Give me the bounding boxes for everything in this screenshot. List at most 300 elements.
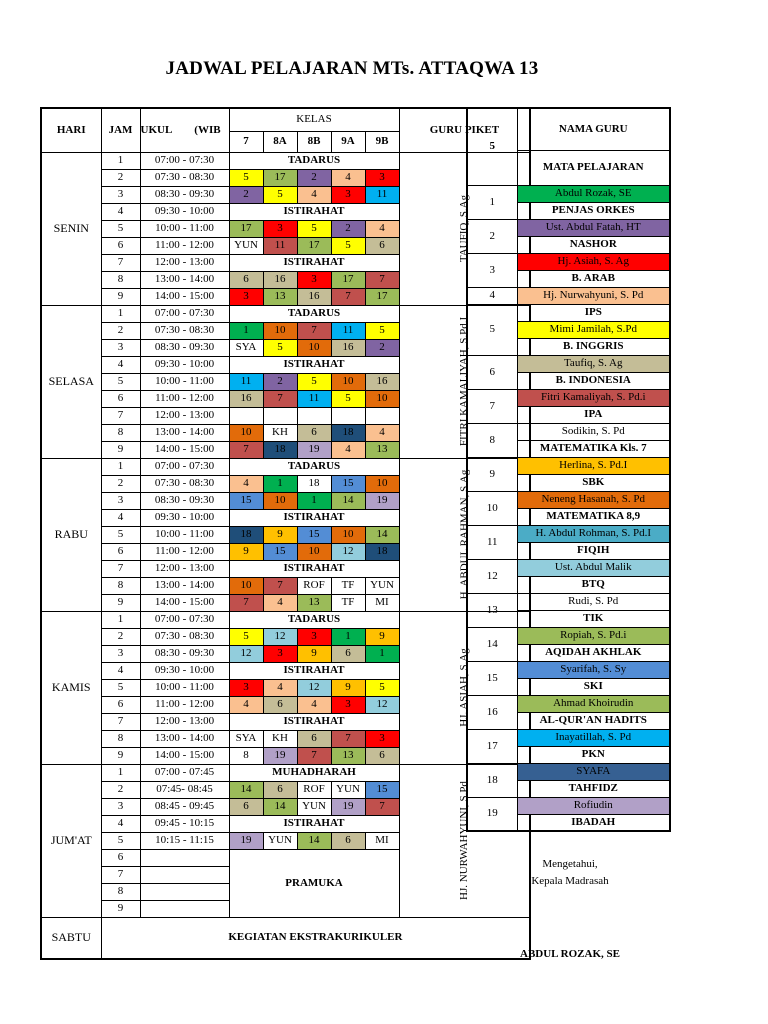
lesson-cell: 3 <box>365 730 399 747</box>
time-slot: 11:00 - 12:00 <box>140 543 229 560</box>
guru-number: 18 <box>467 763 517 797</box>
jam-number: 4 <box>101 509 140 526</box>
lesson-cell: 7 <box>331 288 365 305</box>
lesson-cell: 6 <box>365 237 399 254</box>
guru-name: Syarifah, S. Sy <box>517 661 670 678</box>
lesson-cell: 2 <box>331 220 365 237</box>
guru-subject: SBK <box>517 474 670 491</box>
jam-number: 1 <box>101 152 140 169</box>
lesson-cell: 2 <box>365 339 399 356</box>
header-mata-pelajaran: MATA PELAJARAN <box>517 150 670 185</box>
lesson-cell: 16 <box>331 339 365 356</box>
guru-row <box>467 423 670 440</box>
guru-piket-name: HJ. NURWAHYUNI, S.Pd <box>457 781 470 900</box>
day-name: KAMIS <box>41 611 101 764</box>
guru-number: 15 <box>467 661 517 695</box>
lesson-cell: 18 <box>331 424 365 441</box>
time-slot: 07:30 - 08:30 <box>140 628 229 645</box>
jam-number: 8 <box>101 424 140 441</box>
lesson-cell: 2 <box>229 186 263 203</box>
lesson-cell: 17 <box>297 237 331 254</box>
time-slot: 08:30 - 09:30 <box>140 186 229 203</box>
time-slot: 09:45 - 10:15 <box>140 815 229 832</box>
lesson-cell: 10 <box>263 492 297 509</box>
lesson-cell: 11 <box>229 373 263 390</box>
guru-subject: NASHOR <box>517 236 670 253</box>
schedule-row <box>41 764 530 781</box>
lesson-cell: 12 <box>331 543 365 560</box>
guru-row <box>467 355 670 372</box>
time-slot <box>140 900 229 917</box>
lesson-cell: 17 <box>331 271 365 288</box>
lesson-cell: YUN <box>331 781 365 798</box>
jam-number: 7 <box>101 713 140 730</box>
guru-row <box>467 627 670 644</box>
jam-number: 8 <box>101 271 140 288</box>
lesson-cell: 14 <box>263 798 297 815</box>
lesson-cell: 3 <box>229 288 263 305</box>
time-slot: 12:00 - 13:00 <box>140 407 229 424</box>
lesson-cell: 7 <box>229 594 263 611</box>
day-name-sabtu: SABTU <box>41 917 101 959</box>
lesson-cell: 14 <box>297 832 331 849</box>
jam-number: 9 <box>101 900 140 917</box>
guru-subject: BTQ <box>517 576 670 593</box>
guru-name: H. Abdul Rohman, S. Pd.I <box>517 525 670 542</box>
lesson-cell: 13 <box>365 441 399 458</box>
jam-number: 7 <box>101 254 140 271</box>
lesson-cell: 4 <box>229 475 263 492</box>
lesson-cell: 13 <box>297 594 331 611</box>
guru-row <box>467 695 670 712</box>
lesson-cell: 7 <box>297 747 331 764</box>
lesson-cell: 4 <box>365 220 399 237</box>
lesson-cell: 6 <box>229 271 263 288</box>
lesson-cell: 10 <box>229 577 263 594</box>
lesson-cell <box>297 407 331 424</box>
lesson-cell: 10 <box>365 475 399 492</box>
time-slot: 10:00 - 11:00 <box>140 220 229 237</box>
lesson-cell: 17 <box>365 288 399 305</box>
lesson-cell: 2 <box>297 169 331 186</box>
time-slot: 13:00 - 14:00 <box>140 271 229 288</box>
lesson-cell: 15 <box>331 475 365 492</box>
sabtu-row <box>41 917 530 959</box>
activity-istirahat: ISTIRAHAT <box>229 356 399 373</box>
activity-tadarus: TADARUS <box>229 152 399 169</box>
lesson-cell: 7 <box>365 271 399 288</box>
header-jam: JAM <box>101 108 140 152</box>
schedule-row <box>41 458 530 475</box>
guru-number: 16 <box>467 695 517 729</box>
time-slot: 07:00 - 07:30 <box>140 305 229 322</box>
header-class-8b: 8B <box>297 131 331 152</box>
lesson-cell: 12 <box>297 679 331 696</box>
lesson-cell: 5 <box>365 679 399 696</box>
lesson-cell: ROF <box>297 577 331 594</box>
lesson-cell: 18 <box>229 526 263 543</box>
lesson-cell: 4 <box>297 186 331 203</box>
guru-subject: IPA <box>517 406 670 423</box>
lesson-cell: 3 <box>331 186 365 203</box>
lesson-cell: 19 <box>229 832 263 849</box>
lesson-cell: 5 <box>263 339 297 356</box>
lesson-cell: 7 <box>263 390 297 407</box>
jam-number: 6 <box>101 849 140 866</box>
time-slot: 12:00 - 13:00 <box>140 254 229 271</box>
lesson-cell: 18 <box>365 543 399 560</box>
lesson-cell: 4 <box>229 696 263 713</box>
guru-number: 6 <box>467 355 517 389</box>
guru-name: Ahmad Khoirudin <box>517 695 670 712</box>
header-class-9a: 9A <box>331 131 365 152</box>
guru-name: Hj. Nurwahyuni, S. Pd <box>517 287 670 304</box>
jam-number: 2 <box>101 475 140 492</box>
guru-name: Ust. Abdul Malik <box>517 559 670 576</box>
guru-piket-name: TAUFIQ, S.Ag <box>457 194 470 263</box>
guru-name: Sodikin, S. Pd <box>517 423 670 440</box>
guru-subject: IPS <box>517 304 670 321</box>
lesson-cell: 19 <box>365 492 399 509</box>
lesson-cell: 6 <box>331 645 365 662</box>
guru-number: 19 <box>467 797 517 831</box>
lesson-cell: 9 <box>331 679 365 696</box>
lesson-cell: 9 <box>229 543 263 560</box>
time-slot: 12:00 - 13:00 <box>140 560 229 577</box>
day-name: JUM'AT <box>41 764 101 917</box>
time-slot: 11:00 - 12:00 <box>140 390 229 407</box>
jam-number: 8 <box>101 730 140 747</box>
lesson-cell <box>263 407 297 424</box>
header-row <box>41 108 530 131</box>
lesson-cell: YUN <box>297 798 331 815</box>
schedule-row <box>41 611 530 628</box>
lesson-cell: 3 <box>365 169 399 186</box>
guru-name: Neneng Hasanah, S. Pd <box>517 491 670 508</box>
lesson-cell: 16 <box>263 271 297 288</box>
guru-subject: MATEMATIKA 8,9 <box>517 508 670 525</box>
time-slot: 14:00 - 15:00 <box>140 747 229 764</box>
guru-name: Rofiudin <box>517 797 670 814</box>
signature-name: ABDUL ROZAK, SE <box>520 948 620 960</box>
guru-row <box>467 763 670 780</box>
guru-name: Mimi Jamilah, S.Pd <box>517 321 670 338</box>
guru-name: Rudi, S. Pd <box>517 593 670 610</box>
lesson-cell: SYA <box>229 339 263 356</box>
jam-number: 6 <box>101 390 140 407</box>
lesson-cell: 19 <box>263 747 297 764</box>
lesson-cell: 5 <box>365 322 399 339</box>
activity-istirahat: ISTIRAHAT <box>229 713 399 730</box>
guru-number: 11 <box>467 525 517 559</box>
time-slot: 09:30 - 10:00 <box>140 356 229 373</box>
jam-number: 4 <box>101 203 140 220</box>
lesson-cell: MI <box>365 594 399 611</box>
lesson-cell: KH <box>263 424 297 441</box>
guru-subject: FIQIH <box>517 542 670 559</box>
lesson-cell: 2 <box>263 373 297 390</box>
time-slot: 07:00 - 07:45 <box>140 764 229 781</box>
guru-number: 13 <box>467 593 517 627</box>
guru-number: 3 <box>467 253 517 287</box>
guru-number: 5 <box>467 304 517 355</box>
time-slot: 07:30 - 08:30 <box>140 322 229 339</box>
jam-number: 3 <box>101 798 140 815</box>
guru-subject: MATEMATIKA Kls. 7 <box>517 440 670 457</box>
guru-number: 17 <box>467 729 517 763</box>
signature-line1: Mengetahui, <box>542 858 598 870</box>
guru-piket-name: FITRI KAMALIYAH, S.Pd.I <box>457 316 470 447</box>
lesson-cell: 17 <box>229 220 263 237</box>
guru-number: 10 <box>467 491 517 525</box>
guru-subject: TAHFIDZ <box>517 780 670 797</box>
jam-number: 9 <box>101 288 140 305</box>
guru-subject: SKI <box>517 678 670 695</box>
jam-number: 7 <box>101 560 140 577</box>
guru-piket-name: HJ. ASIAH, S.Ag <box>457 648 470 727</box>
lesson-cell: MI <box>365 832 399 849</box>
lesson-cell: 5 <box>331 237 365 254</box>
lesson-cell: 12 <box>263 628 297 645</box>
lesson-cell: 10 <box>331 373 365 390</box>
lesson-cell: 4 <box>263 594 297 611</box>
schedule-row <box>41 152 530 169</box>
lesson-cell: 11 <box>365 186 399 203</box>
jam-number: 8 <box>101 577 140 594</box>
guru-number: 1 <box>467 185 517 219</box>
jam-number: 9 <box>101 441 140 458</box>
time-slot: 13:00 - 14:00 <box>140 424 229 441</box>
guru-row <box>467 559 670 576</box>
signature-block <box>505 856 635 890</box>
jam-number: 1 <box>101 764 140 781</box>
guru-row <box>467 661 670 678</box>
lesson-cell: 19 <box>331 798 365 815</box>
lesson-cell: 7 <box>365 798 399 815</box>
time-slot: 10:00 - 11:00 <box>140 679 229 696</box>
lesson-cell: 6 <box>263 696 297 713</box>
header-wib-label: (WIB <box>194 123 221 136</box>
jam-number: 6 <box>101 543 140 560</box>
day-name: RABU <box>41 458 101 611</box>
jam-number: 3 <box>101 186 140 203</box>
jam-number: 3 <box>101 645 140 662</box>
time-slot: 08:30 - 09:30 <box>140 645 229 662</box>
guru-number: 4 <box>467 287 517 304</box>
guru-subject: B. INGGRIS <box>517 338 670 355</box>
lesson-cell: 7 <box>331 730 365 747</box>
lesson-cell: 11 <box>331 322 365 339</box>
guru-subject: B. ARAB <box>517 270 670 287</box>
time-slot: 13:00 - 14:00 <box>140 730 229 747</box>
lesson-cell: 15 <box>229 492 263 509</box>
guru-name: Fitri Kamaliyah, S. Pd.i <box>517 389 670 406</box>
signature-line2: Kepala Madrasah <box>531 875 609 887</box>
time-slot: 10:00 - 11:00 <box>140 373 229 390</box>
guru-row <box>467 253 670 270</box>
jam-number: 5 <box>101 832 140 849</box>
header-no: 5 <box>467 108 517 185</box>
jam-number: 1 <box>101 458 140 475</box>
activity-istirahat: ISTIRAHAT <box>229 203 399 220</box>
activity-tadarus: TADARUS <box>229 305 399 322</box>
header-class-9b: 9B <box>365 131 399 152</box>
lesson-cell: 18 <box>263 441 297 458</box>
activity-tadarus: TADARUS <box>229 458 399 475</box>
jam-number: 4 <box>101 662 140 679</box>
lesson-cell: 6 <box>297 730 331 747</box>
lesson-cell: 3 <box>263 220 297 237</box>
lesson-cell: 5 <box>263 186 297 203</box>
time-slot: 08:30 - 09:30 <box>140 339 229 356</box>
time-slot: 07:00 - 07:30 <box>140 611 229 628</box>
lesson-cell: 8 <box>229 747 263 764</box>
time-slot: 14:00 - 15:00 <box>140 441 229 458</box>
lesson-cell: 5 <box>229 169 263 186</box>
lesson-cell: 16 <box>297 288 331 305</box>
header-nama-guru: NAMA GURU <box>517 108 670 150</box>
jam-number: 6 <box>101 696 140 713</box>
lesson-cell: 7 <box>263 577 297 594</box>
jam-number: 9 <box>101 747 140 764</box>
lesson-cell: 14 <box>331 492 365 509</box>
guru-row <box>467 287 670 304</box>
lesson-cell: YUN <box>365 577 399 594</box>
lesson-cell: SYA <box>229 730 263 747</box>
jam-number: 5 <box>101 526 140 543</box>
lesson-cell: YUN <box>263 832 297 849</box>
lesson-cell: 1 <box>331 628 365 645</box>
time-slot: 10:15 - 11:15 <box>140 832 229 849</box>
lesson-cell: 13 <box>331 747 365 764</box>
lesson-cell: 6 <box>297 424 331 441</box>
jam-number: 4 <box>101 815 140 832</box>
lesson-cell: YUN <box>229 237 263 254</box>
lesson-cell: 9 <box>297 645 331 662</box>
header-guru-piket: GURU PIKET <box>399 108 530 152</box>
guru-name: Taufiq, S. Ag <box>517 355 670 372</box>
guru-number: 9 <box>467 457 517 491</box>
time-slot: 14:00 - 15:00 <box>140 594 229 611</box>
jam-number: 6 <box>101 237 140 254</box>
lesson-cell: 6 <box>229 798 263 815</box>
lesson-cell: 3 <box>297 271 331 288</box>
guru-piket-name: H. ABDUL RAHMAN, S.Ag <box>457 469 470 600</box>
lesson-cell: 4 <box>263 679 297 696</box>
header-class-8a: 8A <box>263 131 297 152</box>
jam-number: 4 <box>101 356 140 373</box>
time-slot: 07:45- 08:45 <box>140 781 229 798</box>
time-slot <box>140 849 229 866</box>
lesson-cell: 10 <box>365 390 399 407</box>
guru-subject: PKN <box>517 746 670 763</box>
time-slot <box>140 866 229 883</box>
lesson-cell: 7 <box>297 322 331 339</box>
guru-number: 12 <box>467 559 517 593</box>
page-title: JADWAL PELAJARAN MTs. ATTAQWA 13 <box>165 58 539 79</box>
lesson-cell: 5 <box>331 390 365 407</box>
lesson-cell: 3 <box>263 645 297 662</box>
lesson-cell: 10 <box>297 339 331 356</box>
lesson-cell: 15 <box>365 781 399 798</box>
jam-number: 2 <box>101 322 140 339</box>
header-pukul-label: UKUL <box>140 123 173 136</box>
jam-number: 8 <box>101 883 140 900</box>
time-slot: 08:45 - 09:45 <box>140 798 229 815</box>
lesson-cell: 17 <box>263 169 297 186</box>
lesson-cell: 14 <box>229 781 263 798</box>
activity-istirahat: ISTIRAHAT <box>229 815 399 832</box>
jam-number: 2 <box>101 781 140 798</box>
jam-number: 5 <box>101 220 140 237</box>
jam-number: 7 <box>101 407 140 424</box>
time-slot: 07:00 - 07:30 <box>140 458 229 475</box>
lesson-cell: 1 <box>297 492 331 509</box>
guru-row <box>467 185 670 202</box>
guru-row <box>467 389 670 406</box>
guru-row <box>467 457 670 474</box>
lesson-cell: 10 <box>297 543 331 560</box>
lesson-cell: TF <box>331 594 365 611</box>
guru-number: 14 <box>467 627 517 661</box>
lesson-cell: TF <box>331 577 365 594</box>
time-slot: 09:30 - 10:00 <box>140 203 229 220</box>
lesson-cell: 15 <box>297 526 331 543</box>
guru-subject: AL-QUR'AN HADITS <box>517 712 670 729</box>
activity-istirahat: ISTIRAHAT <box>229 662 399 679</box>
lesson-cell: 15 <box>263 543 297 560</box>
guru-subject: IBADAH <box>517 814 670 831</box>
guru-header-row <box>467 108 670 150</box>
lesson-cell: 19 <box>297 441 331 458</box>
time-slot: 08:30 - 09:30 <box>140 492 229 509</box>
guru-name: Herlina, S. Pd.I <box>517 457 670 474</box>
guru-subject: PENJAS ORKES <box>517 202 670 219</box>
activity-ekstrakurikuler: KEGIATAN EKSTRAKURIKULER <box>101 917 530 959</box>
header-class-7: 7 <box>229 131 263 152</box>
lesson-cell: 13 <box>263 288 297 305</box>
header-pukul <box>140 108 229 152</box>
lesson-cell <box>365 407 399 424</box>
guru-row <box>467 525 670 542</box>
header-kelas: KELAS <box>229 108 399 131</box>
lesson-cell: 10 <box>229 424 263 441</box>
lesson-cell: 14 <box>365 526 399 543</box>
lesson-cell: 7 <box>229 441 263 458</box>
lesson-cell: 6 <box>365 747 399 764</box>
jam-number: 3 <box>101 339 140 356</box>
lesson-cell: ROF <box>297 781 331 798</box>
time-slot: 09:30 - 10:00 <box>140 662 229 679</box>
activity-muhadharah: MUHADHARAH <box>229 764 399 781</box>
guru-row <box>467 491 670 508</box>
time-slot: 11:00 - 12:00 <box>140 696 229 713</box>
lesson-cell: 4 <box>331 441 365 458</box>
activity-istirahat: ISTIRAHAT <box>229 509 399 526</box>
guru-row <box>467 729 670 746</box>
lesson-cell: 9 <box>263 526 297 543</box>
lesson-cell: 11 <box>263 237 297 254</box>
schedule-row <box>41 305 530 322</box>
lesson-cell <box>331 407 365 424</box>
jam-number: 2 <box>101 169 140 186</box>
lesson-cell: 3 <box>331 696 365 713</box>
guru-subject: TIK <box>517 610 670 627</box>
lesson-cell: 4 <box>365 424 399 441</box>
time-slot: 07:30 - 08:30 <box>140 475 229 492</box>
time-slot: 07:30 - 08:30 <box>140 169 229 186</box>
lesson-cell: 12 <box>229 645 263 662</box>
